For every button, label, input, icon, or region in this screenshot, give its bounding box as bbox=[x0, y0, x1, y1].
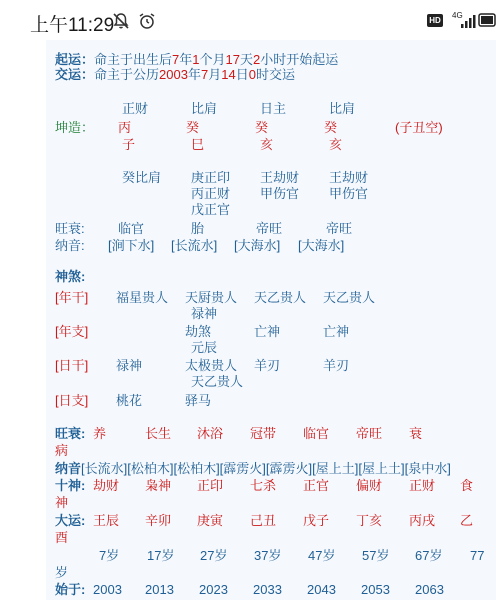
dayun-wangshuai: 沐浴 bbox=[197, 426, 224, 441]
dayun-ganzhi-label: 大运: bbox=[55, 513, 86, 528]
dayun-ganzhi: 庚寅 bbox=[197, 513, 224, 528]
nayin-value: [涧下水] bbox=[108, 238, 155, 253]
network-type: 4G bbox=[452, 11, 463, 20]
shensha-item: 亡神 bbox=[323, 324, 350, 339]
dayun-ganzhi: 王辰 bbox=[93, 513, 120, 528]
qiyun-days: 17 bbox=[225, 52, 240, 67]
dayun-shishen: 正印 bbox=[197, 478, 224, 493]
nayin-value: [大海水] bbox=[234, 238, 281, 253]
hidden-stem: 甲伤官 bbox=[260, 186, 300, 201]
ten-god-month: 比肩 bbox=[191, 101, 218, 116]
jiaoyun-suffix: 时交运 bbox=[255, 67, 295, 82]
dayun-start-year: 2013 bbox=[145, 582, 174, 597]
wangshuai-value: 临官 bbox=[118, 221, 145, 236]
branch-day: 亥 bbox=[260, 137, 274, 152]
shensha-item: 天乙贵人 bbox=[323, 290, 376, 305]
shensha-item: 羊刃 bbox=[254, 358, 281, 373]
shensha-row-label: [年干] bbox=[55, 290, 89, 305]
dayun-ganzhi: 戊子 bbox=[303, 513, 330, 528]
hidden-stem: 癸比肩 bbox=[122, 170, 162, 185]
alarm-clock-icon bbox=[138, 12, 156, 30]
shensha-item: 桃花 bbox=[116, 393, 143, 408]
shensha-item: 元辰 bbox=[191, 340, 218, 355]
hd-badge: HD bbox=[427, 14, 443, 27]
dayun-ganzhi-wrap: 酉 bbox=[55, 530, 69, 545]
dayun-nayin: [长流水][松柏木][松柏木][霹雳火][霹雳火][屋上土][屋上土][泉中水] bbox=[81, 461, 451, 476]
dayun-age: 7岁 bbox=[99, 548, 120, 563]
dayun-start-year: 2063 bbox=[415, 582, 444, 597]
status-time: 上午11:29 bbox=[30, 15, 115, 36]
jiaoyun-month: 7 bbox=[200, 67, 209, 82]
dayun-age: 67岁 bbox=[415, 548, 443, 563]
nayin-label: 纳音: bbox=[55, 238, 85, 253]
dayun-start-year: 2053 bbox=[361, 582, 390, 597]
dayun-age: 17岁 bbox=[147, 548, 175, 563]
hidden-stem: 丙正财 bbox=[191, 186, 231, 201]
dayun-shishen: 偏财 bbox=[356, 478, 383, 493]
jiaoyun-year: 2003 bbox=[159, 67, 188, 82]
ten-god-day: 日主 bbox=[260, 101, 287, 116]
dayun-wangshuai: 养 bbox=[93, 426, 107, 441]
wangshuai-label: 旺衰: bbox=[55, 221, 85, 236]
branch-month: 巳 bbox=[191, 137, 205, 152]
qiyun-suffix: 小时开始起运 bbox=[260, 52, 339, 67]
qiyun-years: 7 bbox=[172, 52, 180, 67]
dayun-wangshuai: 临官 bbox=[303, 426, 330, 441]
dayun-ganzhi: 己丑 bbox=[250, 513, 277, 528]
branch-year: 子 bbox=[122, 137, 136, 152]
dayun-wangshuai-label: 旺衰: bbox=[55, 426, 86, 441]
dayun-wangshuai: 冠带 bbox=[250, 426, 277, 441]
dayun-age: 27岁 bbox=[200, 548, 228, 563]
jiaoyun-month-unit: 月 bbox=[208, 67, 222, 82]
nayin-value: [大海水] bbox=[298, 238, 345, 253]
jiaoyun-day: 14 bbox=[221, 67, 236, 82]
dayun-age: 47岁 bbox=[308, 548, 336, 563]
hidden-stem: 王劫财 bbox=[260, 170, 300, 185]
dayun-shishen: 劫财 bbox=[93, 478, 120, 493]
wangshuai-value: 胎 bbox=[191, 221, 205, 236]
dayun-age-wrap: 岁 bbox=[55, 565, 69, 580]
wangshuai-value: 帝旺 bbox=[326, 221, 353, 236]
shensha-item: 亡神 bbox=[254, 324, 281, 339]
dayun-ganzhi: 丁亥 bbox=[356, 513, 383, 528]
dayun-age: 77 bbox=[470, 548, 485, 563]
jiaoyun-line bbox=[55, 67, 295, 83]
dayun-shishen-wrap: 神 bbox=[55, 495, 69, 510]
dayun-shishen: 七杀 bbox=[250, 478, 277, 493]
shensha-row-label: [日支] bbox=[55, 393, 89, 408]
shensha-item: 羊刃 bbox=[323, 358, 350, 373]
dayun-age: 57岁 bbox=[362, 548, 390, 563]
hidden-stem: 庚正印 bbox=[191, 170, 231, 185]
ten-god-hour: 比肩 bbox=[329, 101, 356, 116]
shensha-item: 禄神 bbox=[191, 306, 218, 321]
shensha-title: 神煞: bbox=[55, 269, 86, 284]
dayun-ganzhi: 辛卯 bbox=[145, 513, 172, 528]
kongwang: (子丑空) bbox=[395, 120, 443, 135]
nayin-value: [长流水] bbox=[171, 238, 218, 253]
qiyun-month-unit: 个月 bbox=[199, 52, 226, 67]
qiyun-line bbox=[55, 52, 338, 68]
dayun-shishen: 食 bbox=[460, 478, 474, 493]
dayun-ganzhi: 丙戌 bbox=[409, 513, 436, 528]
shensha-item: 天乙贵人 bbox=[254, 290, 307, 305]
qiyun-label: 起运： bbox=[55, 52, 95, 67]
jiaoyun-prefix: 命主于公历 bbox=[94, 67, 160, 82]
kunzao-label: 坤造： bbox=[55, 120, 95, 135]
jiaoyun-label: 交运： bbox=[55, 67, 95, 82]
battery-icon bbox=[478, 13, 496, 27]
qiyun-prefix: 命主于出生后 bbox=[94, 52, 173, 67]
dayun-nayin-line bbox=[55, 461, 451, 477]
shensha-item: 福星贵人 bbox=[116, 290, 169, 305]
stem-year: 丙 bbox=[118, 120, 132, 135]
shensha-item: 天乙贵人 bbox=[191, 374, 244, 389]
hidden-stem: 王劫财 bbox=[329, 170, 369, 185]
stem-hour: 癸 bbox=[324, 120, 338, 135]
dayun-wangshuai-wrap: 病 bbox=[55, 443, 69, 458]
dayun-start-year: 2043 bbox=[307, 582, 336, 597]
qiyun-day-unit: 天 bbox=[240, 52, 254, 67]
dayun-shishen: 正官 bbox=[303, 478, 330, 493]
qiyun-year-unit: 年 bbox=[179, 52, 193, 67]
hidden-stem: 戊正官 bbox=[191, 202, 231, 217]
mute-bell-icon bbox=[112, 12, 130, 30]
dayun-nayin-label: 纳音 bbox=[55, 461, 82, 476]
wangshuai-value: 帝旺 bbox=[256, 221, 283, 236]
shensha-row-label: [年支] bbox=[55, 324, 89, 339]
stem-month: 癸 bbox=[186, 120, 200, 135]
dayun-start-year: 2033 bbox=[253, 582, 282, 597]
qiyun-hours: 2 bbox=[253, 52, 261, 67]
dayun-age: 37岁 bbox=[254, 548, 282, 563]
shensha-item: 太极贵人 bbox=[185, 358, 238, 373]
signal-icon bbox=[449, 10, 479, 30]
dayun-start-year: 2023 bbox=[199, 582, 228, 597]
dayun-shishen: 正财 bbox=[409, 478, 436, 493]
ten-god-year: 正财 bbox=[122, 101, 149, 116]
dayun-ganzhi: 乙 bbox=[460, 513, 474, 528]
qiyun-months: 1 bbox=[192, 52, 200, 67]
branch-hour: 亥 bbox=[329, 137, 343, 152]
jiaoyun-hour: 0 bbox=[248, 67, 256, 82]
dayun-wangshuai: 衰 bbox=[409, 426, 423, 441]
dayun-wangshuai: 帝旺 bbox=[356, 426, 383, 441]
dayun-wangshuai: 长生 bbox=[145, 426, 172, 441]
stem-day: 癸 bbox=[255, 120, 269, 135]
dayun-shishen: 枭神 bbox=[145, 478, 172, 493]
hidden-stem: 甲伤官 bbox=[329, 186, 369, 201]
jiaoyun-day-unit: 日 bbox=[235, 67, 249, 82]
shensha-item: 天厨贵人 bbox=[185, 290, 238, 305]
shensha-item: 劫煞 bbox=[185, 324, 212, 339]
shensha-item: 驿马 bbox=[185, 393, 212, 408]
bazi-panel bbox=[46, 40, 496, 600]
shensha-row-label: [日干] bbox=[55, 358, 89, 373]
dayun-shishen-label: 十神: bbox=[55, 478, 86, 493]
jiaoyun-year-unit: 年 bbox=[187, 67, 201, 82]
shensha-item: 禄神 bbox=[116, 358, 143, 373]
dayun-start-year: 2003 bbox=[93, 582, 122, 597]
dayun-start-label: 始于: bbox=[55, 582, 86, 597]
status-bar bbox=[0, 0, 496, 40]
